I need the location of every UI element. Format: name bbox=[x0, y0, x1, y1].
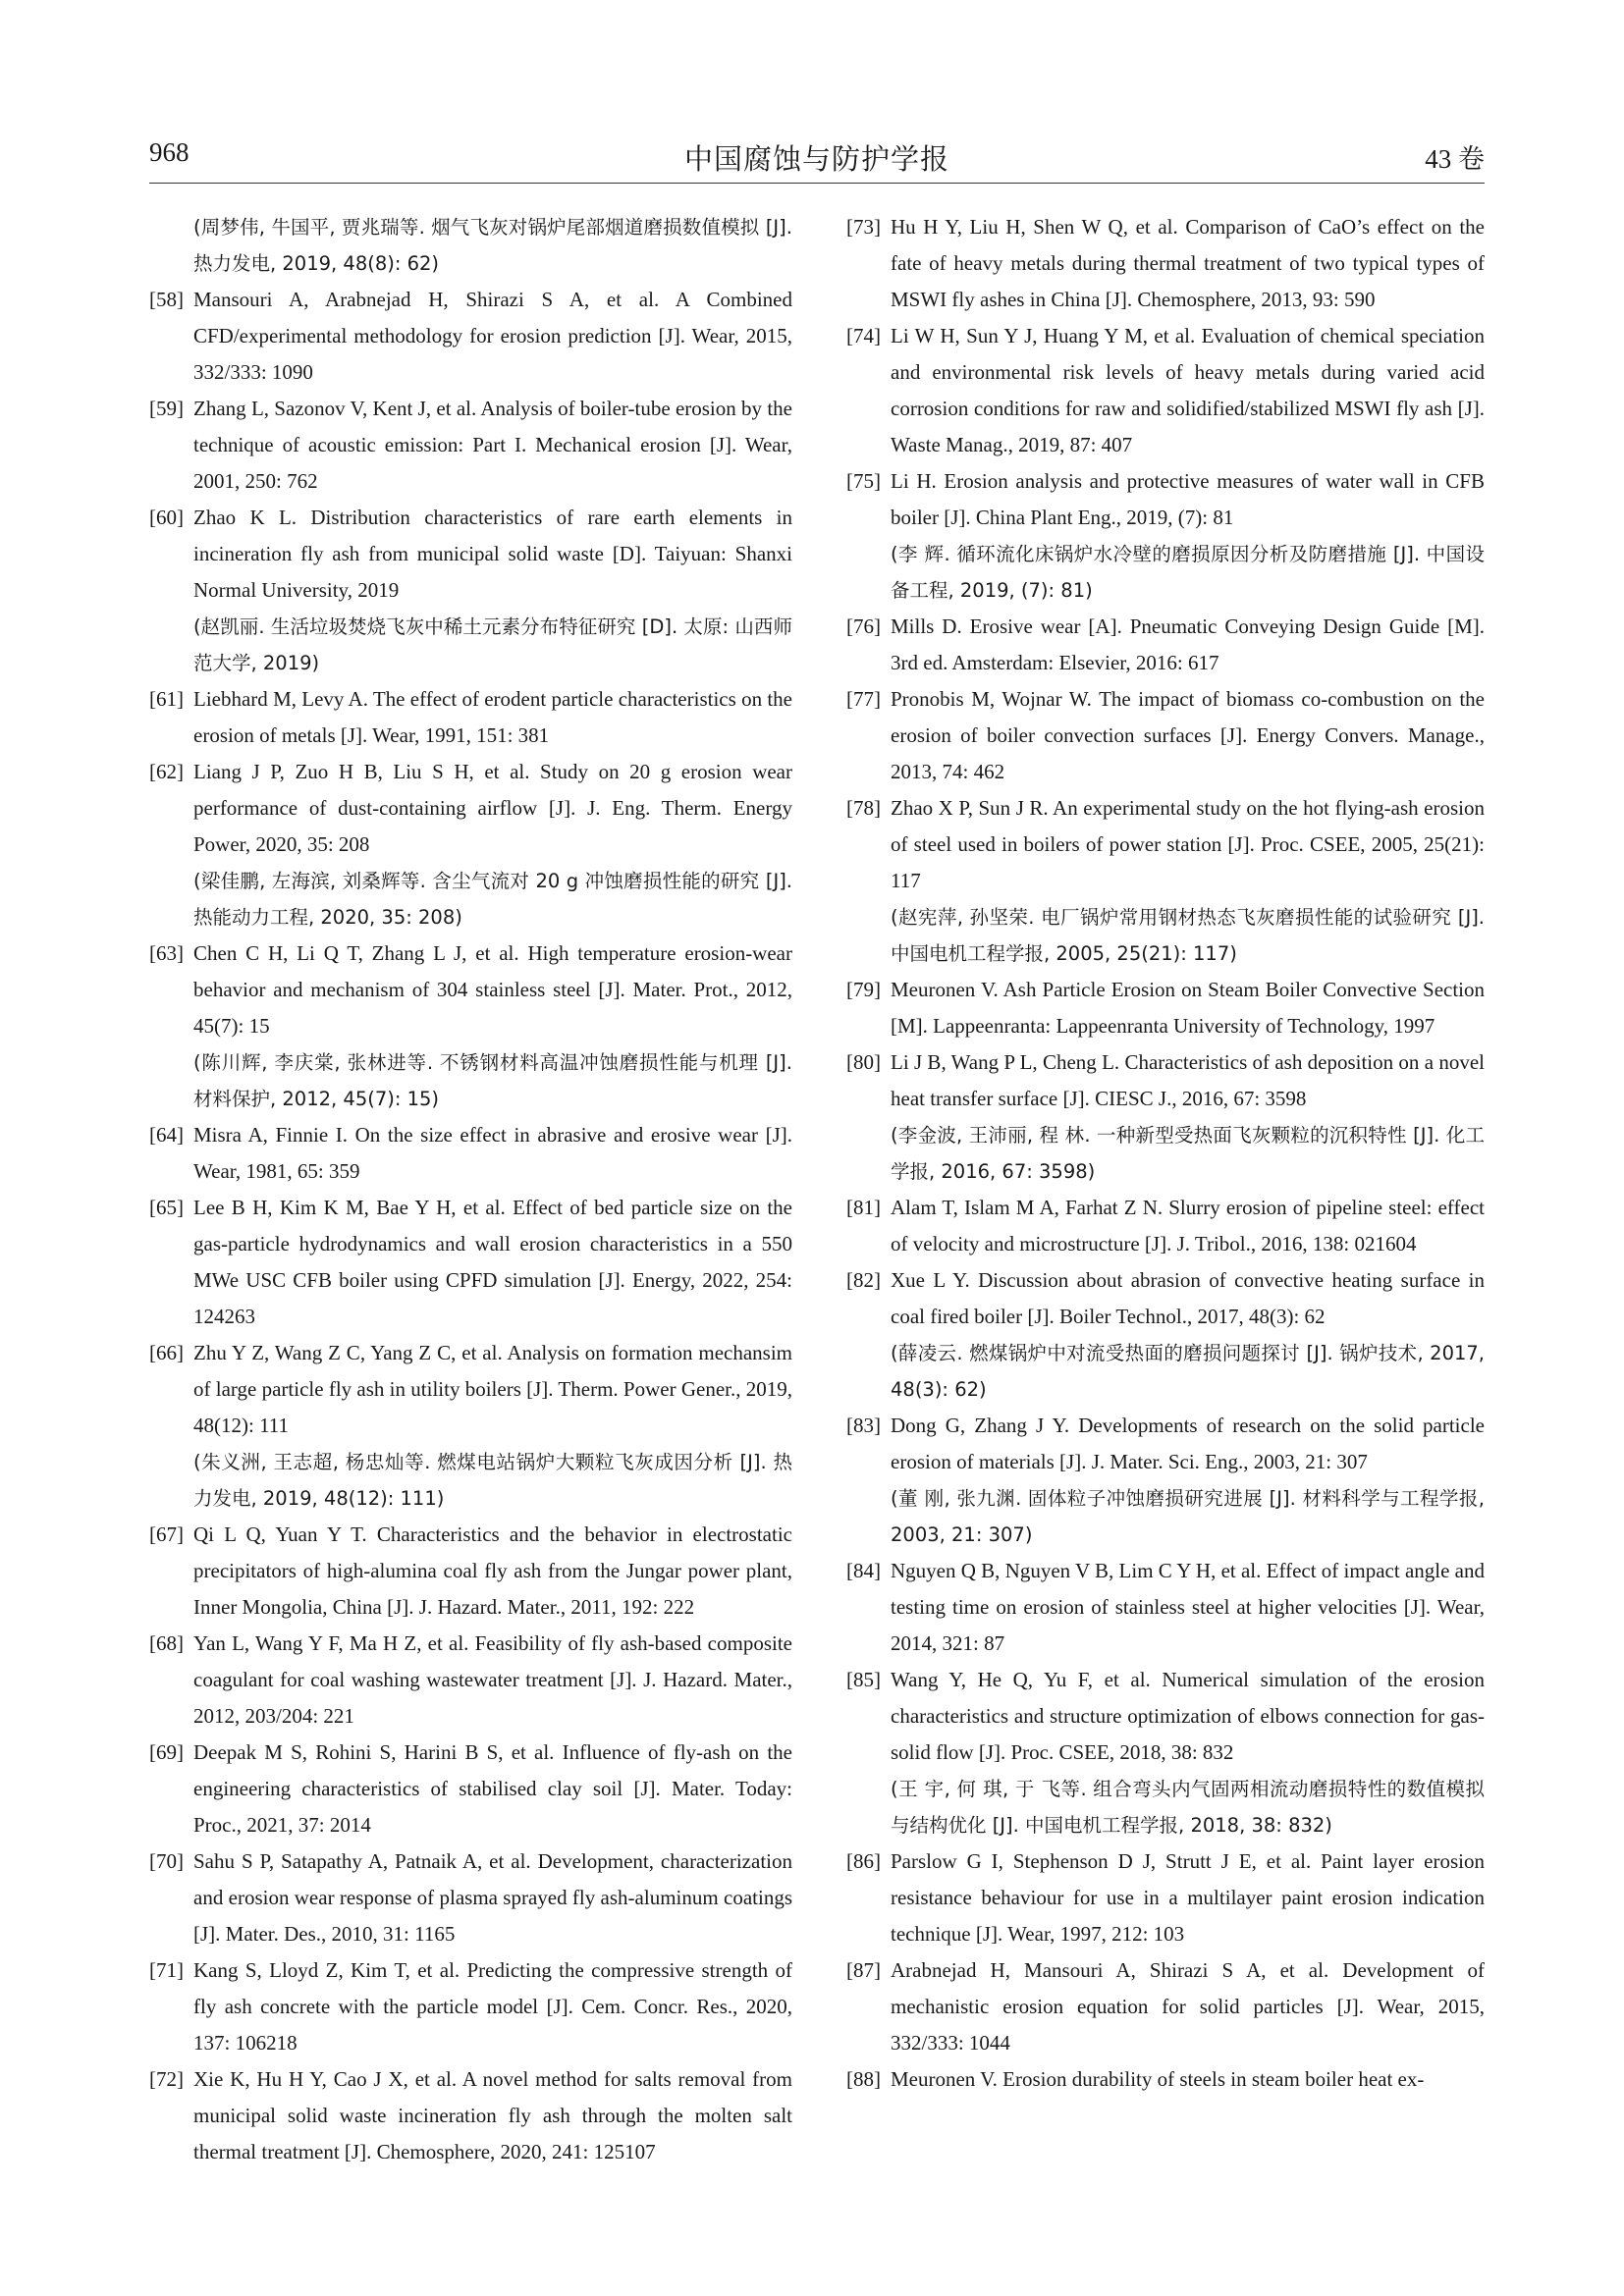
reference-entry bbox=[149, 391, 792, 500]
reference-text: Lee B H, Kim K M, Bae Y H, et al. Effect of bed particle size on the gas-particle hydrodynamics and wall erosion characteristics in a 550 MWe USC CFB boiler using CPFD simulation [J]. Energy, 2022, 254: 124263 bbox=[193, 1196, 792, 1328]
reference-number: [76] bbox=[846, 614, 881, 638]
reference-entry bbox=[149, 282, 792, 391]
reference-entry bbox=[846, 1044, 1485, 1190]
reference-entry bbox=[846, 1262, 1485, 1408]
reference-text: Meuronen V. Ash Particle Erosion on Steam Boiler Convective Section [M]. Lappeenranta: Lappeenranta University of Technology, 1997 bbox=[891, 978, 1485, 1038]
header-rule bbox=[149, 183, 1485, 184]
reference-text: Zhao K L. Distribution characteristics of rare earth elements in incineration fly ash from municipal solid waste [D]. Taiyuan: Shanxi Normal University, 2019 bbox=[193, 506, 792, 602]
reference-text: Sahu S P, Satapathy A, Patnaik A, et al. Development, characterization and erosion wear response of plasma sprayed fly ash-aluminum coatings [J]. Mater. Des., 2010, 31: 1165 bbox=[193, 1849, 792, 1946]
reference-entry bbox=[846, 609, 1485, 681]
reference-text: Chen C H, Li Q T, Zhang L J, et al. High temperature erosion-wear behavior and mechanism of 304 stainless steel [J]. Mater. Prot., 2012, 45(7): 15 bbox=[193, 941, 792, 1038]
reference-number: [78] bbox=[846, 796, 881, 820]
reference-entry bbox=[846, 2061, 1485, 2098]
reference-entry bbox=[846, 1662, 1485, 1843]
reference-text: Nguyen Q B, Nguyen V B, Lim C Y H, et al. Effect of impact angle and testing time on erosion of stainless steel at higher velocities [J]. Wear, 2014, 321: 87 bbox=[891, 1559, 1485, 1655]
reference-text: Hu H Y, Liu H, Shen W Q, et al. Comparison of CaO’s effect on the fate of heavy metals during thermal treatment of two typical types of MSWI fly ashes in China [J]. Chemosphere, 2013, 93: 590 bbox=[891, 215, 1485, 311]
reference-entry bbox=[149, 209, 792, 282]
reference-entry bbox=[846, 318, 1485, 463]
reference-text: Xie K, Hu H Y, Cao J X, et al. A novel method for salts removal from municipal solid waste incineration fly ash through the molten salt thermal treatment [J]. Chemosphere, 2020, 241: 125107 bbox=[193, 2067, 792, 2163]
reference-entry bbox=[149, 1626, 792, 1735]
reference-entry bbox=[846, 463, 1485, 609]
reference-number: [81] bbox=[846, 1196, 881, 1219]
reference-number: [80] bbox=[846, 1050, 881, 1074]
reference-chinese-text: (董 刚, 张九渊. 固体粒子冲蚀磨损研究进展 [J]. 材料科学与工程学报, 2003, 21: 307) bbox=[891, 1487, 1485, 1546]
reference-number: [86] bbox=[846, 1849, 881, 1873]
reference-text: Liang J P, Zuo H B, Liu S H, et al. Study on 20 g erosion wear performance of dust-containing airflow [J]. J. Eng. Therm. Energy Power, 2020, 35: 208 bbox=[193, 760, 792, 856]
reference-chinese-text: (周梦伟, 牛国平, 贾兆瑞等. 烟气飞灰对锅炉尾部烟道磨损数值模拟 [J]. 热力发电, 2019, 48(8): 62) bbox=[193, 216, 792, 275]
reference-number: [69] bbox=[149, 1740, 184, 1764]
reference-number: [62] bbox=[149, 760, 184, 783]
reference-text: Li J B, Wang P L, Cheng L. Characteristics of ash deposition on a novel heat transfer surface [J]. CIESC J., 2016, 67: 3598 bbox=[891, 1050, 1485, 1110]
reference-entry bbox=[149, 1952, 792, 2061]
reference-entry bbox=[846, 1190, 1485, 1262]
reference-entry bbox=[846, 1843, 1485, 1952]
reference-text: Li H. Erosion analysis and protective measures of water wall in CFB boiler [J]. China Plant Eng., 2019, (7): 81 bbox=[891, 469, 1485, 529]
reference-entry bbox=[846, 1952, 1485, 2061]
reference-entry bbox=[149, 1517, 792, 1626]
reference-entry bbox=[846, 209, 1485, 318]
reference-number: [67] bbox=[149, 1522, 184, 1546]
volume-label: 43 卷 bbox=[1425, 144, 1485, 174]
reference-text: Arabnejad H, Mansouri A, Shirazi S A, et al. Development of mechanistic erosion equation for solid particles [J]. Wear, 2015, 332/333: 1044 bbox=[891, 1958, 1485, 2055]
reference-entry bbox=[149, 1843, 792, 1952]
reference-number: [60] bbox=[149, 506, 184, 529]
reference-entry bbox=[149, 681, 792, 754]
reference-text: Kang S, Lloyd Z, Kim T, et al. Predicting the compressive strength of fly ash concrete with the particle model [J]. Cem. Concr. Res., 2020, 137: 106218 bbox=[193, 1958, 792, 2055]
reference-entry bbox=[149, 1190, 792, 1335]
reference-text: Parslow G I, Stephenson D J, Strutt J E, et al. Paint layer erosion resistance behaviour for use in a multilayer paint erosion indication technique [J]. Wear, 1997, 212: 103 bbox=[891, 1849, 1485, 1946]
reference-chinese-text: (梁佳鹏, 左海滨, 刘桑辉等. 含尘气流对 20 g 冲蚀磨损性能的研究 [J]. 热能动力工程, 2020, 35: 208) bbox=[193, 870, 792, 929]
reference-entry bbox=[149, 1335, 792, 1517]
reference-text: Dong G, Zhang J Y. Developments of research on the solid particle erosion of materials [J]. J. Mater. Sci. Eng., 2003, 21: 307 bbox=[891, 1414, 1485, 1473]
reference-number: [84] bbox=[846, 1559, 881, 1582]
reference-entry bbox=[846, 1553, 1485, 1662]
running-header bbox=[149, 137, 1485, 187]
reference-number: [83] bbox=[846, 1414, 881, 1437]
reference-number: [88] bbox=[846, 2067, 881, 2091]
reference-chinese-text: (朱义洲, 王志超, 杨忠灿等. 燃煤电站锅炉大颗粒飞灰成因分析 [J]. 热力发电, 2019, 48(12): 111) bbox=[193, 1451, 792, 1510]
reference-number: [72] bbox=[149, 2067, 184, 2091]
reference-chinese-text: (王 宇, 何 琪, 于 飞等. 组合弯头内气固两相流动磨损特性的数值模拟与结构优化 [J]. 中国电机工程学报, 2018, 38: 832) bbox=[891, 1778, 1485, 1837]
reference-number: [66] bbox=[149, 1341, 184, 1364]
right-reference-column bbox=[846, 209, 1485, 2098]
reference-chinese-text: (薛凌云. 燃煤锅炉中对流受热面的磨损问题探讨 [J]. 锅炉技术, 2017, 48(3): 62) bbox=[891, 1342, 1485, 1401]
reference-number: [71] bbox=[149, 1958, 184, 1982]
reference-chinese-text: (李 辉. 循环流化床锅炉水冷壁的磨损原因分析及防磨措施 [J]. 中国设备工程, 2019, (7): 81) bbox=[891, 543, 1485, 602]
reference-number: [64] bbox=[149, 1123, 184, 1147]
reference-text: Liebhard M, Levy A. The effect of erodent particle characteristics on the erosion of metals [J]. Wear, 1991, 151: 381 bbox=[193, 687, 792, 747]
reference-number: [77] bbox=[846, 687, 881, 711]
reference-text: Zhu Y Z, Wang Z C, Yang Z C, et al. Analysis on formation mechansim of large particle fly ash in utility boilers [J]. Therm. Power Gener., 2019, 48(12): 111 bbox=[193, 1341, 792, 1437]
reference-text: Alam T, Islam M A, Farhat Z N. Slurry erosion of pipeline steel: effect of velocity and microstructure [J]. J. Tribol., 2016, 138: 021604 bbox=[891, 1196, 1485, 1255]
reference-number: [82] bbox=[846, 1268, 881, 1292]
reference-text: Xue L Y. Discussion about abrasion of convective heating surface in coal fired boiler [J]. Boiler Technol., 2017, 48(3): 62 bbox=[891, 1268, 1485, 1328]
reference-entry bbox=[846, 1408, 1485, 1553]
reference-text: Mansouri A, Arabnejad H, Shirazi S A, et al. A Combined CFD/experimental methodology for erosion prediction [J]. Wear, 2015, 332/333: 1090 bbox=[193, 288, 792, 384]
page-number: 968 bbox=[149, 137, 189, 167]
reference-text: Meuronen V. Erosion durability of steels in steam boiler heat ex- bbox=[891, 2067, 1425, 2091]
reference-text: Mills D. Erosive wear [A]. Pneumatic Conveying Design Guide [M]. 3rd ed. Amsterdam: Elsevier, 2016: 617 bbox=[891, 614, 1485, 674]
reference-entry bbox=[846, 681, 1485, 790]
reference-text: Yan L, Wang Y F, Ma H Z, et al. Feasibility of fly ash-based composite coagulant for coal washing wastewater treatment [J]. J. Hazard. Mater., 2012, 203/204: 221 bbox=[193, 1631, 792, 1728]
reference-number: [70] bbox=[149, 1849, 184, 1873]
reference-number: [58] bbox=[149, 288, 184, 311]
reference-entry bbox=[149, 935, 792, 1117]
reference-text: Zhao X P, Sun J R. An experimental study on the hot flying-ash erosion of steel used in boilers of power station [J]. Proc. CSEE, 2005, 25(21): 117 bbox=[891, 796, 1485, 892]
reference-number: [73] bbox=[846, 215, 881, 239]
reference-entry bbox=[149, 1735, 792, 1843]
left-reference-column bbox=[149, 209, 792, 2170]
reference-entry bbox=[149, 754, 792, 935]
reference-chinese-text: (赵凯丽. 生活垃圾焚烧飞灰中稀土元素分布特征研究 [D]. 太原: 山西师范大学, 2019) bbox=[193, 615, 792, 674]
reference-number: [74] bbox=[846, 324, 881, 347]
reference-text: Qi L Q, Yuan Y T. Characteristics and the behavior in electrostatic precipitators of high-alumina coal fly ash from the Jungar power plant, Inner Mongolia, China [J]. J. Hazard. Mater., 2011, 192: 222 bbox=[193, 1522, 792, 1619]
reference-number: [68] bbox=[149, 1631, 184, 1655]
reference-entry bbox=[149, 500, 792, 681]
reference-text: Wang Y, He Q, Yu F, et al. Numerical simulation of the erosion characteristics and structure optimization of elbows connection for gas-solid flow [J]. Proc. CSEE, 2018, 38: 832 bbox=[891, 1668, 1485, 1764]
reference-entry bbox=[149, 1117, 792, 1190]
reference-entry bbox=[149, 2061, 792, 2170]
reference-number: [79] bbox=[846, 978, 881, 1001]
reference-text: Deepak M S, Rohini S, Harini B S, et al. Influence of fly-ash on the engineering characteristics of stabilised clay soil [J]. Mater. Today: Proc., 2021, 37: 2014 bbox=[193, 1740, 792, 1837]
journal-title: 中国腐蚀与防护学报 bbox=[683, 144, 949, 176]
reference-chinese-text: (李金波, 王沛丽, 程 林. 一种新型受热面飞灰颗粒的沉积特性 [J]. 化工学报, 2016, 67: 3598) bbox=[891, 1124, 1485, 1183]
reference-number: [59] bbox=[149, 397, 184, 420]
reference-number: [85] bbox=[846, 1668, 881, 1691]
reference-number: [63] bbox=[149, 941, 184, 965]
reference-chinese-text: (陈川辉, 李庆棠, 张林进等. 不锈钢材料高温冲蚀磨损性能与机理 [J]. 材料保护, 2012, 45(7): 15) bbox=[193, 1051, 792, 1110]
reference-number: [65] bbox=[149, 1196, 184, 1219]
reference-text: Pronobis M, Wojnar W. The impact of biomass co-combustion on the erosion of boiler convection surfaces [J]. Energy Convers. Manage., 2013, 74: 462 bbox=[891, 687, 1485, 783]
reference-text: Li W H, Sun Y J, Huang Y M, et al. Evaluation of chemical speciation and environmental risk levels of heavy metals during varied acid corrosion conditions for raw and solidified/stabilized MSWI fly ash [J]. Waste Manag., 2019, 87: 407 bbox=[891, 324, 1485, 456]
reference-text: Misra A, Finnie I. On the size effect in abrasive and erosive wear [J]. Wear, 1981, 65: 359 bbox=[193, 1123, 792, 1183]
reference-entry bbox=[846, 790, 1485, 972]
reference-chinese-text: (赵宪萍, 孙坚荣. 电厂锅炉常用钢材热态飞灰磨损性能的试验研究 [J]. 中国电机工程学报, 2005, 25(21): 117) bbox=[891, 906, 1485, 965]
reference-number: [75] bbox=[846, 469, 881, 493]
reference-number: [87] bbox=[846, 1958, 881, 1982]
reference-text: Zhang L, Sazonov V, Kent J, et al. Analysis of boiler-tube erosion by the technique of acoustic emission: Part I. Mechanical erosion [J]. Wear, 2001, 250: 762 bbox=[193, 397, 792, 493]
reference-entry bbox=[846, 972, 1485, 1044]
reference-number: [61] bbox=[149, 687, 184, 711]
